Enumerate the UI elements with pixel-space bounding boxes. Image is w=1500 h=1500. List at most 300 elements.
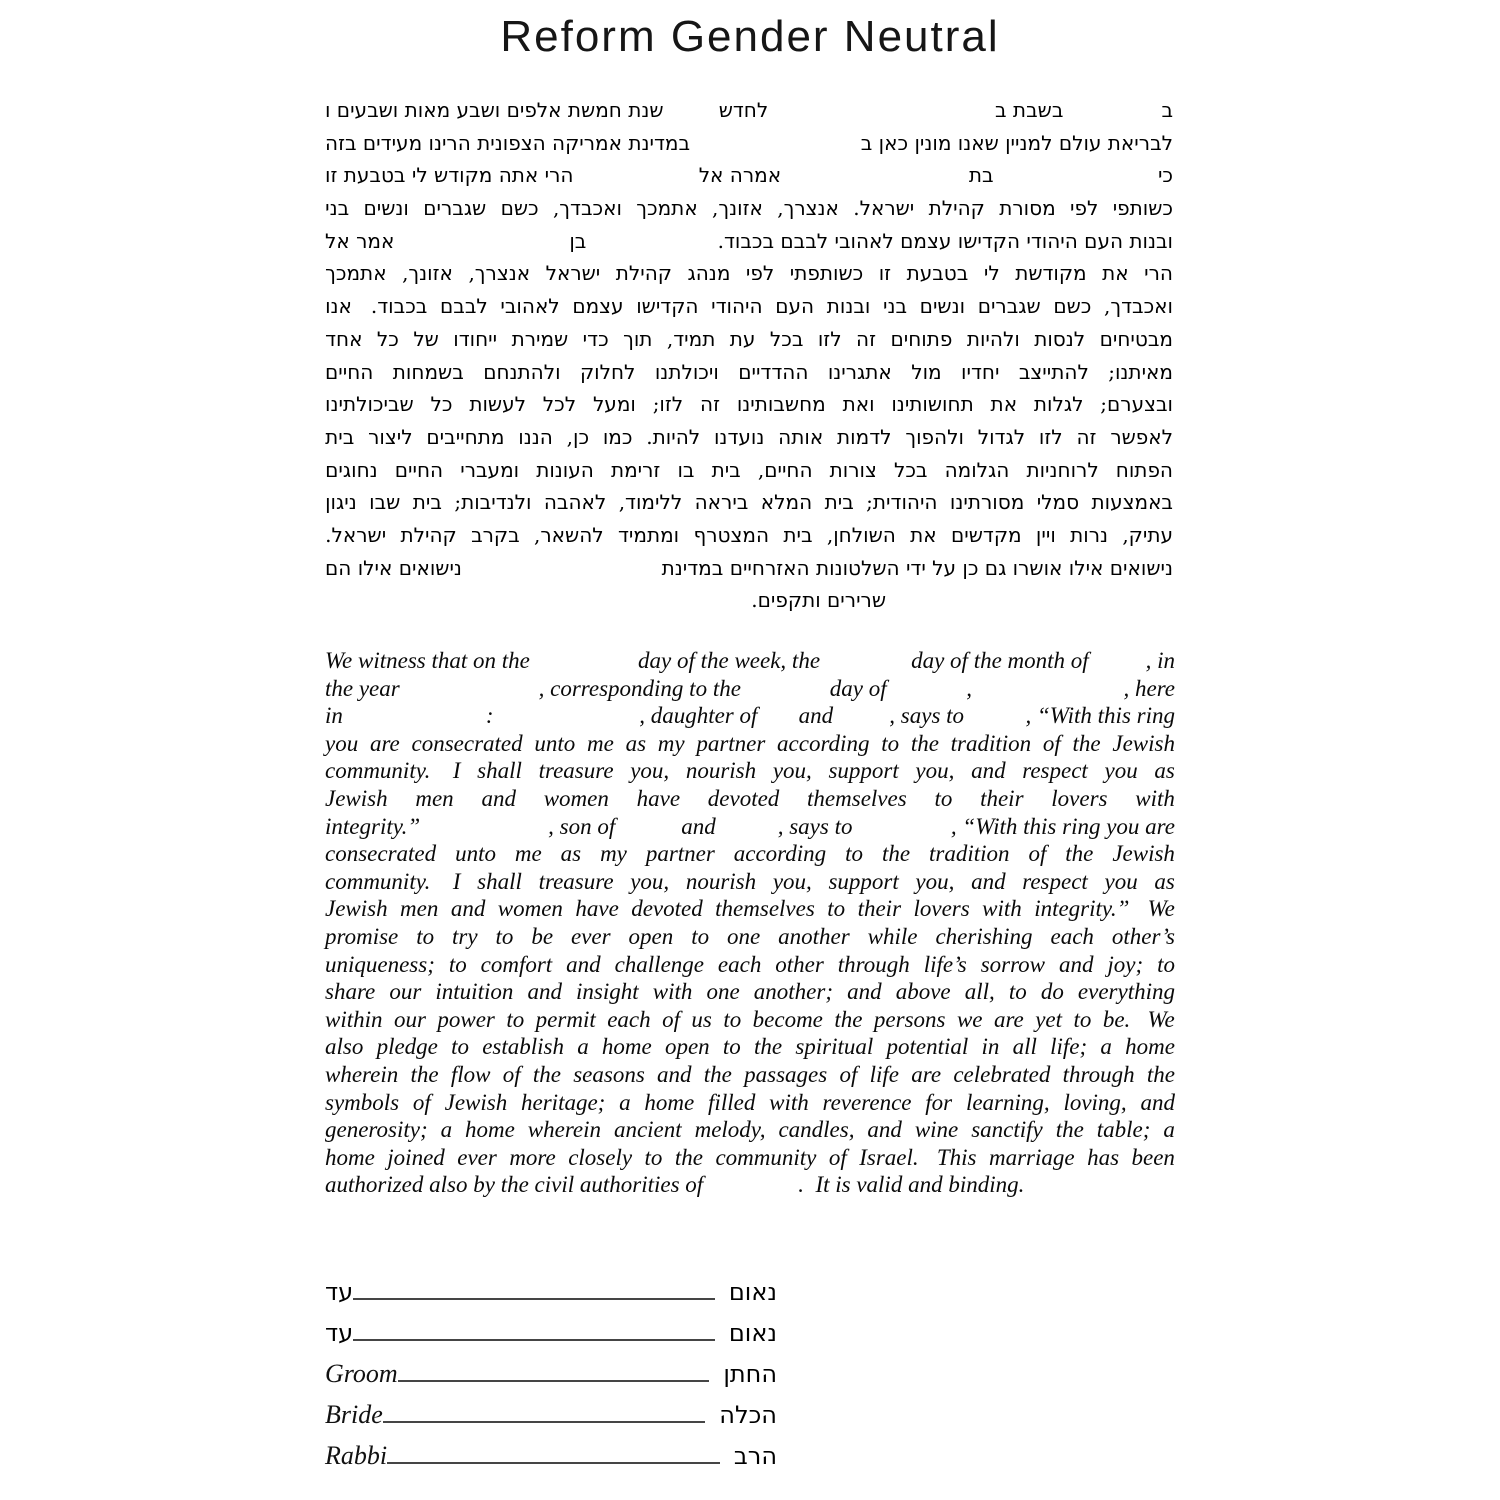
blank-field <box>573 159 698 192</box>
text-word: tradition <box>928 841 1010 867</box>
text-word: the <box>1072 730 1101 756</box>
text-word: devoted <box>631 896 703 922</box>
text-word: share <box>325 979 376 1005</box>
text-word: שמירת <box>511 326 569 351</box>
text-word: be. <box>1102 1006 1137 1032</box>
text-word: you <box>1104 758 1138 784</box>
text-word: נועדנו <box>713 424 765 449</box>
text-word: ולנדיבות; <box>454 490 532 515</box>
text-word: בכל <box>769 326 804 351</box>
text-word: wine <box>914 1117 959 1143</box>
text-word: I <box>452 868 461 894</box>
text-word: לבבם <box>439 294 488 319</box>
text-word: לאפשר <box>1110 424 1173 449</box>
text-word: העונות <box>536 457 594 482</box>
text-word: של <box>413 326 439 351</box>
text-word: women <box>543 785 609 811</box>
text-word: of <box>1028 841 1047 867</box>
text-word: מאיתנו; <box>1108 359 1173 384</box>
text-segment: integrity.” <box>325 813 421 839</box>
blank-field <box>400 675 539 703</box>
blank-field <box>494 702 640 730</box>
text-word: ואכבדך, <box>1104 294 1173 319</box>
text-segment: , here <box>1123 675 1175 701</box>
text-segment: הרי אתה מקודש לי בטבעת זו <box>325 163 574 188</box>
text-word: כמו <box>602 424 633 449</box>
text-word: כל <box>430 392 453 417</box>
signature-row-rabbi <box>325 1428 777 1469</box>
text-word: loving, <box>1063 1089 1127 1115</box>
text-word: while <box>867 923 918 949</box>
blank-field <box>703 1171 798 1199</box>
blank-field <box>420 813 548 841</box>
text-word: and <box>450 896 486 922</box>
text-word: partner <box>645 841 715 867</box>
text-word: seasons <box>573 1061 645 1087</box>
text-word: respect <box>1022 868 1088 894</box>
text-segment: , in <box>1145 648 1175 673</box>
text-word: ויכולתנו <box>654 359 719 384</box>
text-word: the <box>703 1061 732 1087</box>
english-line-14 <box>325 1006 1175 1034</box>
text-word: ליצור <box>368 424 413 449</box>
text-word: you, <box>772 868 812 894</box>
text-word: consecrated <box>325 841 437 867</box>
text-segment: , says to <box>777 813 853 839</box>
text-word: all <box>1012 1034 1037 1060</box>
text-word: of <box>412 1089 431 1115</box>
hebrew-line-3 <box>325 159 1173 192</box>
text-word: Jewish <box>325 785 388 811</box>
text-word: אנצרך, <box>468 261 531 286</box>
blank-field <box>887 675 967 703</box>
text-word: you, <box>915 868 955 894</box>
text-word: בני <box>325 196 350 221</box>
text-word: for <box>925 1089 953 1115</box>
text-word: themselves <box>715 896 815 922</box>
text-segment: בשבת ב <box>995 98 1064 122</box>
text-word: לרוחניות <box>1026 457 1099 482</box>
text-word: our <box>389 979 422 1005</box>
text-word: ולהתנחם <box>483 359 561 384</box>
text-word: This <box>936 1144 977 1170</box>
text-word: to <box>934 785 953 811</box>
text-word: השולחן, <box>826 522 896 547</box>
hebrew-line-9 <box>325 356 1173 389</box>
text-word: כשם <box>1053 294 1092 319</box>
text-word: קהילת <box>615 261 672 286</box>
text-segment: נישואים אילו אושרו גם כן על ידי השלטונות האזרחיים במדינת <box>661 555 1173 580</box>
text-word: me <box>514 841 542 867</box>
text-word: זה <box>856 326 877 351</box>
text-word: to <box>506 1006 525 1032</box>
english-text-block <box>325 647 1175 1199</box>
text-word: of <box>1042 730 1061 756</box>
text-word: ישראל. <box>853 196 915 221</box>
signature-section <box>325 1264 777 1469</box>
english-line-4 <box>325 730 1175 758</box>
text-segment: . It is valid and binding. <box>798 1172 1025 1198</box>
text-word: מסורתינו <box>949 490 1025 515</box>
text-word: אתמכך <box>325 261 387 286</box>
hebrew-line-8 <box>325 323 1173 356</box>
text-word: another; <box>753 979 834 1005</box>
text-word: להתייצב <box>1018 359 1089 384</box>
text-word: מסורת <box>999 196 1056 221</box>
text-word: לפי <box>745 261 775 286</box>
signature-row-witness-2 <box>325 1305 777 1346</box>
text-word: the <box>532 1061 561 1087</box>
text-word: support <box>828 758 899 784</box>
blank-field <box>833 702 889 730</box>
text-word: לזו <box>1038 424 1063 449</box>
signature-blank-line-rabbi[interactable] <box>387 1461 720 1464</box>
text-word: מבטיחים <box>1099 326 1173 351</box>
hebrew-line-5 <box>325 225 1173 258</box>
text-word: as <box>625 730 647 756</box>
blank-field <box>394 225 569 258</box>
text-word: Jewish <box>1112 841 1175 867</box>
text-word: potential <box>886 1034 969 1060</box>
text-word: with <box>769 1089 809 1115</box>
text-word: אזונך, <box>712 196 763 221</box>
text-word: לאהבה <box>543 490 607 515</box>
text-word: learning, <box>965 1089 1050 1115</box>
text-word: לפי <box>1070 196 1099 221</box>
text-word: and <box>971 758 1006 784</box>
text-segment: day of the week, the <box>638 648 821 673</box>
text-segment: , “With this ring you are <box>950 813 1175 839</box>
text-word: life <box>869 1061 899 1087</box>
text-word: היהודית; <box>866 490 938 515</box>
text-word: We <box>1147 896 1175 922</box>
text-word: ואת <box>842 392 875 417</box>
text-word: ונשים <box>919 294 966 319</box>
text-word: unto <box>534 730 576 756</box>
text-word: uniqueness; <box>325 951 435 977</box>
text-word: other’s <box>1111 923 1175 949</box>
text-word: shall <box>477 868 522 894</box>
english-line-7 <box>325 813 1175 841</box>
text-word: sorrow <box>980 951 1046 977</box>
text-word: lovers <box>1051 785 1108 811</box>
text-word: home <box>325 1144 375 1170</box>
text-word: a <box>1100 1034 1112 1060</box>
text-word: treasure <box>538 758 614 784</box>
text-word: with <box>1135 785 1175 811</box>
hebrew-line-16: שרירים ותקפים. <box>751 588 886 613</box>
text-word: תוך <box>623 326 653 351</box>
text-word: as <box>1154 868 1175 894</box>
text-word: one <box>727 923 761 949</box>
text-word: more <box>509 1144 556 1170</box>
text-word: promise <box>325 923 399 949</box>
text-word: ההדדיים <box>738 359 809 384</box>
text-word: try <box>452 923 478 949</box>
text-word: Israel. <box>859 1144 925 1170</box>
text-word: my <box>600 841 627 867</box>
text-word: lovers <box>913 896 970 922</box>
text-word: me <box>587 730 614 756</box>
text-word: you <box>1104 868 1138 894</box>
signature-label-witness-2-left: עד <box>325 1318 354 1347</box>
text-word: בקרב <box>471 522 520 547</box>
text-word: filled <box>708 1089 756 1115</box>
text-word: עצמם <box>572 294 624 319</box>
text-word: devoted <box>707 785 780 811</box>
text-segment: the year <box>325 675 400 701</box>
text-word: to <box>451 1034 469 1060</box>
text-word: passages <box>744 1061 828 1087</box>
hebrew-line-6 <box>325 257 1173 290</box>
text-word: to <box>644 1144 663 1170</box>
text-word: and <box>481 785 516 811</box>
text-segment: , corresponding to the <box>538 675 741 701</box>
text-word: היהודי <box>711 294 763 319</box>
text-word: treasure <box>538 868 614 894</box>
text-word: nourish <box>685 758 757 784</box>
text-word: all, <box>964 979 995 1005</box>
signature-blank-line-groom[interactable] <box>398 1379 710 1382</box>
text-word: שביכולתינו <box>325 392 414 417</box>
text-word: table; <box>1096 1117 1151 1143</box>
text-segment: in <box>325 703 343 729</box>
text-word: comfort <box>480 951 553 977</box>
blank-field <box>741 675 830 703</box>
text-word: ומעל <box>592 392 636 417</box>
text-word: do <box>1040 979 1064 1005</box>
text-word: לי <box>983 261 1000 286</box>
text-segment: שנת חמשת אלפים ושבע מאות ושבעים ו <box>325 98 664 122</box>
text-word: the <box>1065 841 1094 867</box>
text-word: בית <box>325 424 355 449</box>
text-word: the <box>674 1144 703 1170</box>
text-word: you, <box>772 758 812 784</box>
text-word: you, <box>630 868 670 894</box>
blank-field <box>781 159 969 192</box>
text-word: to <box>448 951 467 977</box>
text-word: tradition <box>950 730 1032 756</box>
text-word: ובנות <box>826 294 871 319</box>
text-word: אחד <box>325 326 363 351</box>
text-word: a <box>619 1089 631 1115</box>
english-line-17 <box>325 1089 1175 1117</box>
text-word: לגדול <box>977 424 1026 449</box>
text-word: I <box>452 758 461 784</box>
text-word: to <box>845 841 863 867</box>
text-word: community. <box>325 758 437 784</box>
text-segment: כי <box>1157 163 1173 188</box>
signature-blank-line-bride[interactable] <box>383 1420 706 1423</box>
text-word: ונשים <box>363 196 409 221</box>
blank-field <box>586 225 717 258</box>
english-line-3 <box>325 702 1175 730</box>
english-line-10 <box>325 895 1175 923</box>
text-word: לזו <box>817 326 842 351</box>
signature-label-witness-1-left: עד <box>325 1277 354 1306</box>
text-word: and <box>1140 1089 1175 1115</box>
text-word: have <box>636 785 681 811</box>
text-word: closely <box>568 1144 633 1170</box>
text-word: and <box>971 868 1006 894</box>
text-word: כשותפי <box>1112 196 1173 221</box>
text-word: עתיק, <box>1122 522 1173 547</box>
text-word: you, <box>915 758 955 784</box>
text-word: yet <box>1035 1006 1063 1032</box>
text-word: one <box>706 979 740 1005</box>
text-word: persons <box>873 1006 946 1032</box>
text-word: the <box>410 1061 439 1087</box>
text-word: and <box>847 979 882 1005</box>
text-word: intuition <box>435 979 514 1005</box>
text-word: their <box>980 785 1024 811</box>
text-segment: and <box>681 813 716 839</box>
text-word: us <box>691 1006 712 1032</box>
text-word: wherein <box>325 1061 399 1087</box>
text-word: the <box>754 1034 783 1060</box>
blank-field <box>664 94 719 127</box>
text-segment: לבריאת עולם למניין שאנו מונין כאן ב <box>860 130 1173 155</box>
text-word: reverence <box>822 1089 912 1115</box>
text-word: to <box>691 923 710 949</box>
text-word: כשותפתי <box>789 261 864 286</box>
blank-field <box>757 702 798 730</box>
text-word: flow <box>450 1061 491 1087</box>
text-word: of <box>662 1006 680 1032</box>
english-line-13 <box>325 978 1175 1006</box>
blank-field <box>820 647 911 675</box>
text-word: בית <box>412 490 442 515</box>
text-word: מקודשת <box>1015 261 1087 286</box>
text-word: become <box>752 1006 823 1032</box>
text-word: establish <box>482 1034 564 1060</box>
text-word: partner <box>696 730 766 756</box>
hebrew-line-7 <box>325 290 1173 323</box>
text-word: יחדיו <box>961 359 1000 384</box>
page-title: Reform Gender Neutral <box>500 12 1000 61</box>
text-word: of <box>839 1061 858 1087</box>
text-word: marriage <box>988 1144 1075 1170</box>
text-word: כשם <box>500 196 539 221</box>
text-word: been <box>1131 1144 1175 1170</box>
text-word: ניגון <box>325 490 357 515</box>
english-line-2 <box>325 675 1175 703</box>
text-word: אותה <box>778 424 824 449</box>
blank-field <box>768 94 995 127</box>
text-word: ובצערם; <box>1100 392 1173 417</box>
text-word: ישראל. <box>325 522 387 547</box>
text-word: to <box>723 1006 742 1032</box>
text-word: celebrated <box>953 1061 1051 1087</box>
text-segment: ובנות העם היהודי הקדישו עצמם לאהובי לבבם בכבוד. <box>717 228 1173 253</box>
text-word: to <box>416 923 435 949</box>
text-word: generosity; <box>325 1117 428 1143</box>
text-word: power <box>437 1006 495 1032</box>
blank-field <box>994 159 1158 192</box>
text-word: לחלוק <box>579 359 636 384</box>
text-word: to <box>495 923 514 949</box>
text-word: the <box>834 1006 863 1032</box>
signature-blank-line-witness-2[interactable] <box>353 1338 715 1341</box>
signature-label-groom-right: החתן <box>723 1359 777 1388</box>
text-word: another <box>778 923 850 949</box>
text-word: other <box>775 951 824 977</box>
text-word: החיים <box>325 359 374 384</box>
text-word: קהילת <box>928 196 985 221</box>
text-word: insight <box>576 979 639 1005</box>
text-word: as <box>560 841 582 867</box>
text-word: are <box>369 730 400 756</box>
text-word: לזו; <box>652 392 684 417</box>
text-word: אזונך, <box>402 261 453 286</box>
text-word: and <box>867 1117 902 1143</box>
text-word: אנו <box>325 294 352 319</box>
text-word: מול <box>911 359 942 384</box>
text-word: מחשבותינו <box>736 392 826 417</box>
text-word: and <box>566 951 601 977</box>
text-word: integrity.” <box>1034 896 1136 922</box>
signature-blank-line-witness-1[interactable] <box>353 1297 715 1300</box>
english-line-12 <box>325 951 1175 979</box>
text-word: בית <box>783 522 813 547</box>
text-word: Jewish <box>325 896 388 922</box>
blank-field <box>690 127 861 160</box>
text-word: are <box>993 1006 1024 1032</box>
text-word: through <box>837 951 910 977</box>
signature-label-rabbi-right: הרב <box>733 1441 777 1470</box>
text-word: to <box>1008 979 1027 1005</box>
text-word: our <box>393 1006 426 1032</box>
text-word: pledge <box>376 1034 438 1060</box>
text-word: the <box>881 841 911 867</box>
text-word: לאהובי <box>500 294 560 319</box>
text-word: everything <box>1077 979 1175 1005</box>
english-line-18 <box>325 1116 1175 1144</box>
text-word: ואכבדך, <box>552 196 622 221</box>
text-word: העם <box>775 294 815 319</box>
signature-row-witness-1 <box>325 1264 777 1305</box>
text-word: home <box>601 1034 652 1060</box>
text-word: be <box>531 923 554 949</box>
text-word: my <box>657 730 685 756</box>
text-word: לגלות <box>1033 392 1084 417</box>
text-word: according <box>777 730 870 756</box>
text-word: להשאר, <box>534 522 604 547</box>
text-word: המצטרף <box>693 522 770 547</box>
text-word: בטבעת <box>906 261 969 286</box>
text-segment: We witness that on the <box>325 648 530 673</box>
text-word: home <box>1125 1034 1175 1060</box>
text-word: בני <box>882 294 908 319</box>
text-word: מקדשים <box>950 522 1022 547</box>
text-segment: , “With this ring <box>1025 703 1175 729</box>
text-word: melody, <box>694 1117 766 1143</box>
text-word: מתחייבים <box>426 424 505 449</box>
hebrew-line-14 <box>325 519 1173 552</box>
text-word: a <box>577 1034 589 1060</box>
text-word: הגלומה <box>944 457 1010 482</box>
text-word: הרי <box>1144 261 1173 286</box>
text-segment: אמרה אל <box>698 163 782 188</box>
text-word: community <box>715 1144 817 1170</box>
text-word: nourish <box>685 868 757 894</box>
text-word: צורות <box>829 457 877 482</box>
text-word: הננו <box>518 424 553 449</box>
text-word: the <box>910 730 939 756</box>
text-segment: , daughter of <box>639 703 758 729</box>
text-word: shall <box>477 758 522 784</box>
text-word: to <box>827 896 846 922</box>
